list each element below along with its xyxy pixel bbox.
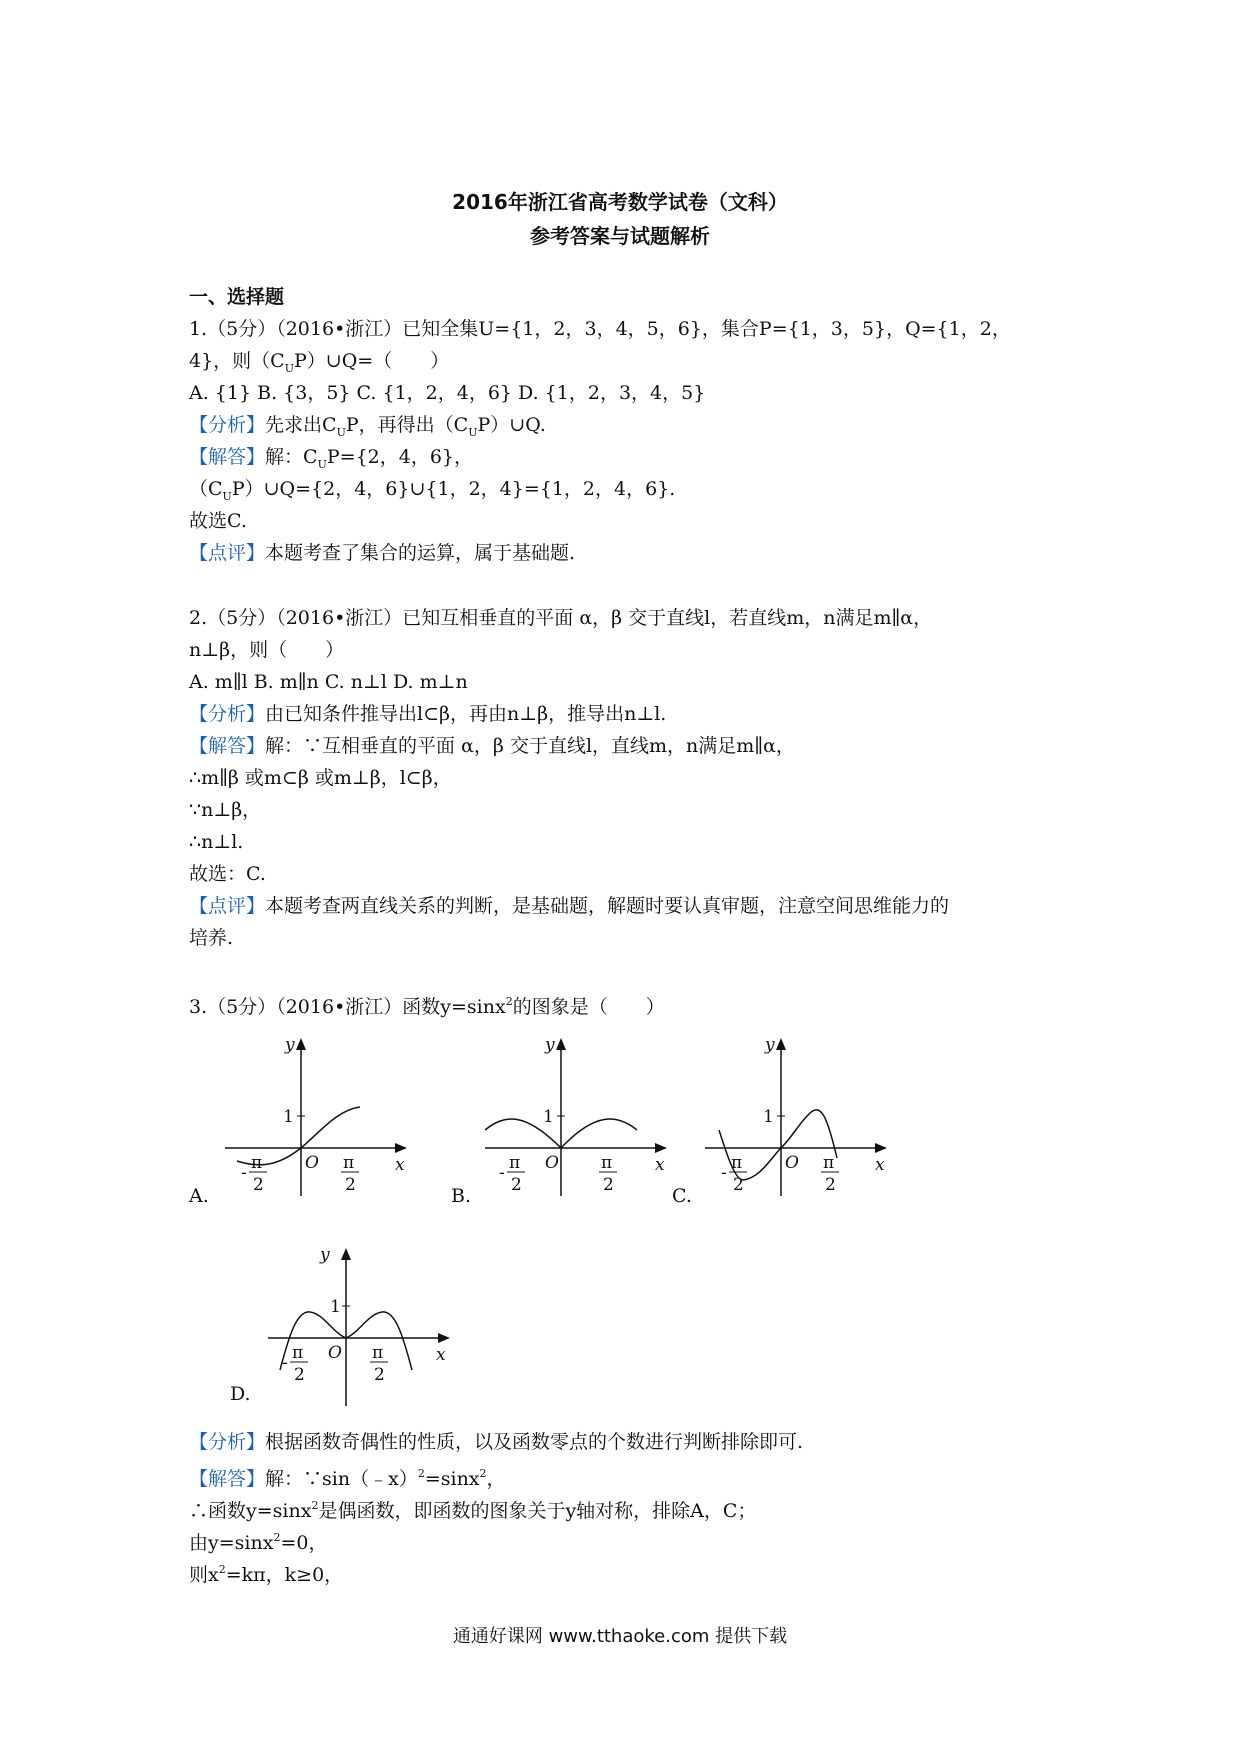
q3-step1: ∴函数y=sinx$^2$是偶函数，即函数的图象关于y轴对称，排除A，C； [189,1499,757,1522]
option-b-label: B. [451,1185,472,1207]
graph-option-b [485,1030,675,1210]
tick-label-two: 2 [294,1365,305,1385]
q2-step1: ∴m∥β 或m⊂β 或m⊥β，l⊂β， [189,767,452,789]
q2-step2: ∵n⊥β， [189,799,262,821]
option-c-label: C. [672,1185,692,1207]
tick-label-one: 1 [763,1107,774,1127]
tick-label-pi: π [509,1153,521,1173]
tick-label-one: 1 [543,1107,554,1127]
tick-label-one: 1 [283,1107,294,1127]
analysis-tag: 【分析】 [189,703,266,725]
x-axis-label: x [655,1155,665,1175]
page-title: 2016年浙江省高考数学试卷（文科） [452,190,788,214]
tick-label-one: 1 [330,1297,341,1317]
tick-label-pi: π [823,1153,835,1173]
q3-stem: 3.（5分）（2016•浙江）函数y=sinx$^2$的图象是（ ） [189,995,665,1018]
y-axis-label: y [320,1245,330,1265]
tick-label-two: 2 [374,1365,385,1385]
q2-answer: 【解答】解：∵互相垂直的平面 α，β 交于直线l，直线m，n满足m∥α， [189,735,795,757]
tick-label-pi: π [731,1153,743,1173]
q3-analysis: 【分析】根据函数奇偶性的性质，以及函数零点的个数进行判断排除即可. [189,1431,804,1453]
origin-label: O [785,1153,799,1173]
tick-label-two: 2 [733,1175,744,1195]
q2-comment: 【点评】本题考查两直线关系的判断，是基础题，解题时要认真审题，注意空间思维能力的 [189,895,950,917]
x-axis-label: x [395,1155,405,1175]
analysis-tag: 【分析】 [189,1431,266,1453]
page-footer: 通通好课网 www.tthaoke.com 提供下载 [452,1626,788,1647]
q3-step2: 由y=sinx$^2$=0， [189,1531,328,1554]
tick-label-two: 2 [345,1175,356,1195]
y-axis-label: y [545,1035,555,1055]
x-axis-label: x [436,1345,446,1365]
page-subtitle: 参考答案与试题解析 [530,224,710,248]
tick-label-two: 2 [253,1175,264,1195]
q3-answer: 【解答】解：∵sin（﹣x）$^2$=sinx$^2$， [189,1467,506,1490]
tick-label-two: 2 [511,1175,522,1195]
tick-label-minus: - [721,1163,727,1183]
tick-label-pi: π [251,1153,263,1173]
q1-stem-line1: 1.（5分）（2016•浙江）已知全集U={1，2，3，4，5，6}，集合P={1，3，5}，Q={1，2， [189,318,1011,340]
q1-comment: 【点评】本题考查了集合的运算，属于基础题. [189,542,576,564]
q2-stem-line1: 2.（5分）（2016•浙江）已知互相垂直的平面 α，β 交于直线l，若直线m，n满足m∥α， [189,607,933,629]
tick-label-pi: π [601,1153,613,1173]
tick-label-two: 2 [603,1175,614,1195]
origin-label: O [328,1343,342,1363]
answer-tag: 【解答】 [189,446,266,468]
tick-label-pi: π [372,1343,384,1363]
tick-label-pi: π [343,1153,355,1173]
tick-label-two: 2 [825,1175,836,1195]
q2-options: A. m∥l B. m∥n C. n⊥l D. m⊥n [189,671,468,693]
answer-tag: 【解答】 [189,1468,266,1490]
q1-choice: 故选C. [189,510,247,532]
option-d-label: D. [230,1383,251,1405]
tick-label-pi: π [292,1343,304,1363]
section-heading: 一、选择题 [189,286,285,308]
x-axis-label: x [875,1155,885,1175]
q2-stem-line2: n⊥β，则（ ） [189,639,345,661]
origin-label: O [305,1153,319,1173]
comment-tag: 【点评】 [189,542,266,564]
tick-label-minus: - [499,1163,505,1183]
q1-answer: 【解答】解：$C_UP=\{2$，4，6}， [189,446,474,471]
origin-label: O [545,1153,559,1173]
answer-tag: 【解答】 [189,735,266,757]
q1-step1: $(C_UP)\cup Q=\{2$，4，6}∪{1，2，4}={1，2，4，6}. [189,478,676,503]
option-a-label: A. [189,1185,209,1207]
comment-tag: 【点评】 [189,895,266,917]
tick-label-minus: - [241,1163,247,1183]
q2-step3: ∴n⊥l. [189,831,244,853]
graph-option-d [268,1240,458,1420]
q2-analysis: 【分析】由已知条件推导出l⊂β，再由n⊥β，推导出n⊥l. [189,703,667,725]
q1-analysis: 【分析】先求出$C_UP$，再得出$(C_UP)\cup Q$. [189,414,546,439]
q2-comment-line2: 培养. [189,927,234,949]
y-axis-label: y [765,1035,775,1055]
tick-label-minus: - [282,1353,288,1373]
analysis-tag: 【分析】 [189,414,266,436]
q1-options: A. {1} B. {3，5} C. {1，2，4，6} D. {1，2，3，4，5} [189,382,706,404]
y-axis-label: y [285,1035,295,1055]
q3-step3: 则$x^2=k\pi$，k≥0， [189,1563,344,1586]
graph-option-c [705,1030,895,1210]
q1-stem-line2: 4}，则$(C_UP)\cup Q=$（ ） [189,350,450,375]
q2-choice: 故选：C. [189,863,266,885]
graph-option-a [225,1030,415,1210]
